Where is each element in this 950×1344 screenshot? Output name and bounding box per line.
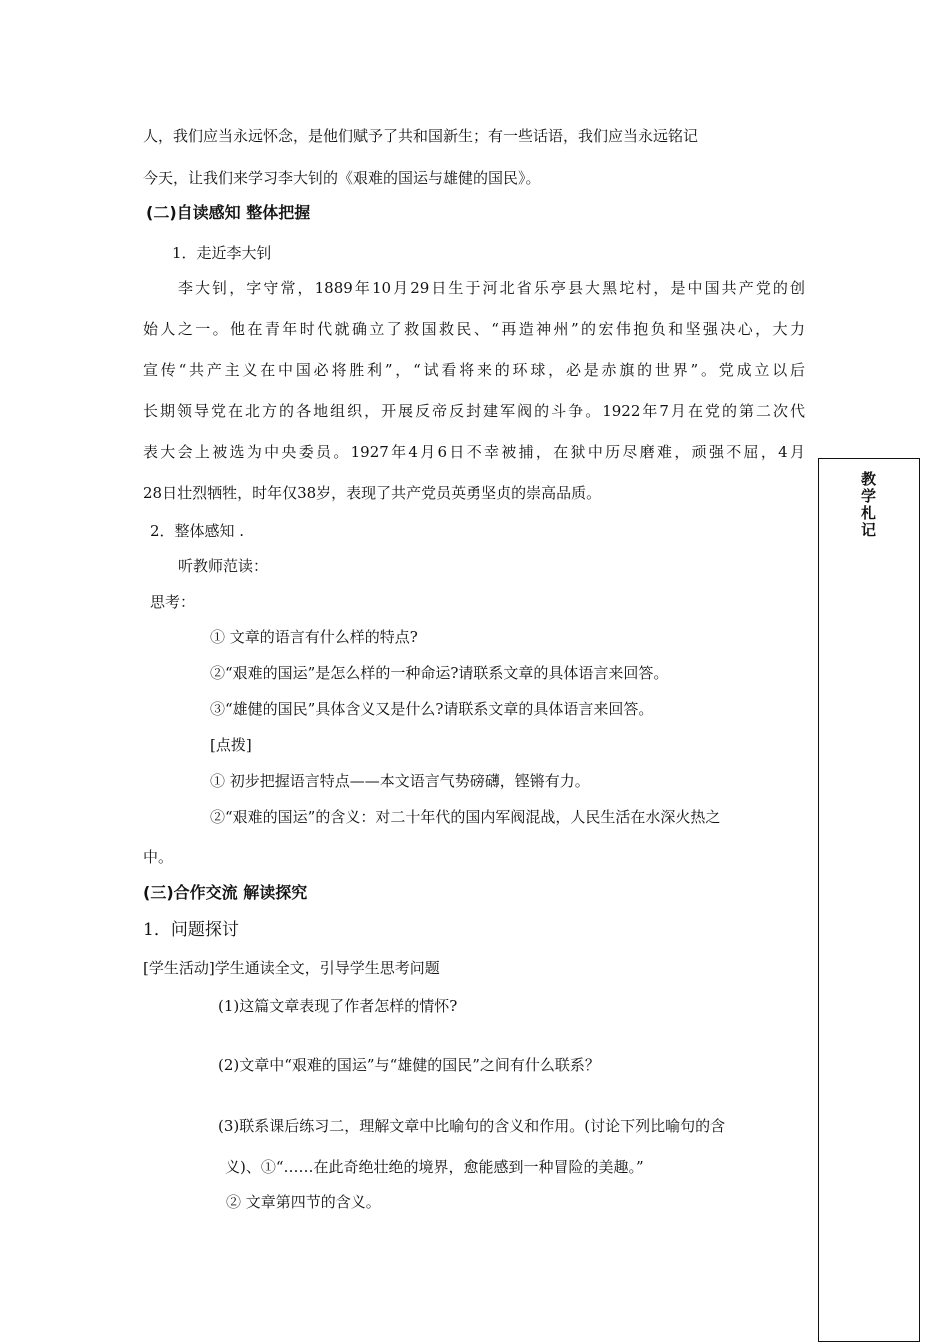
answer-item: ① 初步把握语言特点——本文语言气势磅礴，铿锵有力。 bbox=[210, 772, 590, 790]
paragraph-line: 宣传“共产主义在中国必将胜利”，“试看将来的环球，必是赤旗的世界”。党成立以后 bbox=[143, 361, 805, 379]
question-item: ②“艰难的国运”是怎么样的一种命运?请联系文章的具体语言来回答。 bbox=[210, 664, 669, 682]
discussion-item: ② 文章第四节的含义。 bbox=[226, 1193, 381, 1211]
paragraph-line: 表大会上被选为中央委员。1927年4月6日不幸被捕，在狱中历尽磨难，顽强不屈，4月 bbox=[143, 443, 805, 461]
paragraph-line: 28日壮烈牺牲，时年仅38岁，表现了共产党员英勇坚贞的崇高品质。 bbox=[143, 484, 602, 502]
text-line: 思考： bbox=[150, 593, 196, 611]
discussion-item: (1)这篇文章表现了作者怎样的情怀? bbox=[218, 997, 458, 1015]
section-heading: (三)合作交流 解读探究 bbox=[143, 883, 308, 902]
text-line: 听教师范读： bbox=[178, 557, 269, 575]
subsection-heading: 1．走近李大钊 bbox=[172, 244, 272, 262]
tip-label: [点拨] bbox=[210, 736, 252, 754]
section-heading: (二)自读感知 整体把握 bbox=[146, 203, 311, 222]
discussion-item: 义)、①“……在此奇绝壮绝的境界，愈能感到一种冒险的美趣。” bbox=[225, 1158, 644, 1176]
paragraph-line: 李大钊，字守常，1889年10月29日生于河北省乐亭县大黑坨村，是中国共产党的创 bbox=[178, 279, 805, 297]
question-item: ③“雄健的国民”具体含义又是什么?请联系文章的具体语言来回答。 bbox=[210, 700, 654, 718]
paragraph-line: 始人之一。他在青年时代就确立了救国救民、“再造神州”的宏伟抱负和坚强决心，大力 bbox=[143, 320, 805, 338]
teaching-notes-box bbox=[818, 458, 920, 1342]
text-line: 今天，让我们来学习李大钊的《艰难的国运与雄健的国民》。 bbox=[143, 169, 541, 187]
discussion-item: (3)联系课后练习二，理解文章中比喻句的含义和作用。(讨论下列比喻句的含 bbox=[218, 1117, 726, 1135]
subsection-heading: 2．整体感知 . bbox=[150, 522, 245, 540]
teaching-notes-title: 教学札记 bbox=[859, 471, 877, 539]
paragraph-line: 长期领导党在北方的各地组织，开展反帝反封建军阀的斗争。1922年7月在党的第二次代 bbox=[143, 402, 805, 420]
text-line: [学生活动]学生通读全文，引导学生思考问题 bbox=[143, 959, 440, 977]
answer-item: ②“艰难的国运”的含义：对二十年代的国内军阀混战，人民生活在水深火热之 bbox=[210, 808, 721, 826]
question-item: ① 文章的语言有什么样的特点? bbox=[210, 628, 418, 646]
text-line: 人，我们应当永远怀念，是他们赋予了共和国新生；有一些话语，我们应当永远铭记 bbox=[143, 127, 699, 145]
subsection-heading: 1．问题探讨 bbox=[143, 920, 239, 940]
discussion-item: (2)文章中“艰难的国运”与“雄健的国民”之间有什么联系？ bbox=[218, 1056, 600, 1074]
answer-item: 中。 bbox=[143, 848, 174, 866]
